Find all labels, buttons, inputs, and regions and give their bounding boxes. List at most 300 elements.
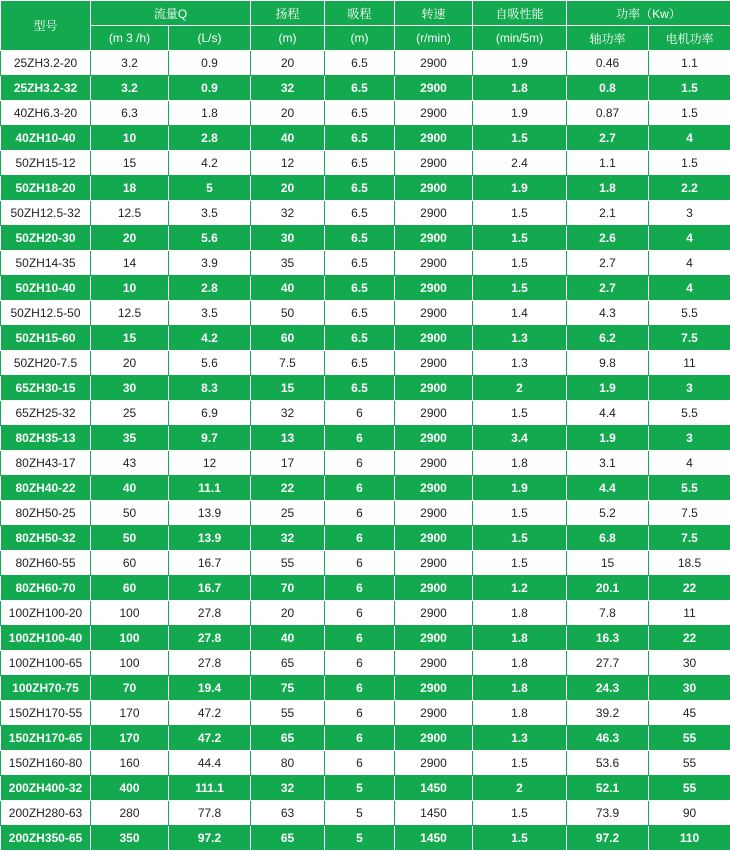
- table-cell: 30: [91, 376, 169, 401]
- cell-model: 80ZH35-13: [1, 426, 91, 451]
- table-row: [1, 576, 730, 601]
- header-flow: 流量Q: [91, 1, 251, 26]
- table-cell: 4: [649, 126, 730, 151]
- cell-model: 50ZH15-60: [1, 326, 91, 351]
- cell-model: 200ZH280-63: [1, 801, 91, 826]
- table-cell: 3: [649, 426, 730, 451]
- table-cell: 3.9: [169, 251, 251, 276]
- table-cell: 6.5: [325, 376, 395, 401]
- cell-model: 50ZH20-7.5: [1, 351, 91, 376]
- table-cell: 1.9: [473, 476, 567, 501]
- header-self-priming: 自吸性能: [473, 1, 567, 26]
- table-cell: 6: [325, 751, 395, 776]
- table-cell: 80: [251, 751, 325, 776]
- table-cell: 20: [251, 101, 325, 126]
- table-cell: 350: [91, 826, 169, 851]
- table-cell: 2900: [395, 251, 473, 276]
- table-cell: 27.8: [169, 626, 251, 651]
- table-cell: 2900: [395, 426, 473, 451]
- cell-model: 25ZH3.2-20: [1, 51, 91, 76]
- table-cell: 3: [649, 201, 730, 226]
- table-cell: 70: [251, 576, 325, 601]
- table-cell: 3.2: [91, 76, 169, 101]
- table-cell: 20: [91, 226, 169, 251]
- table-cell: 13.9: [169, 526, 251, 551]
- table-cell: 3.5: [169, 201, 251, 226]
- table-cell: 1.5: [473, 501, 567, 526]
- table-cell: 6.5: [325, 351, 395, 376]
- cell-model: 25ZH3.2-32: [1, 76, 91, 101]
- table-cell: 47.2: [169, 726, 251, 751]
- table-cell: 6: [325, 676, 395, 701]
- table-cell: 1.8: [169, 101, 251, 126]
- header-shaft-power: 轴功率: [567, 26, 649, 51]
- table-cell: 280: [91, 801, 169, 826]
- table-cell: 5.5: [649, 476, 730, 501]
- table-cell: 20: [251, 51, 325, 76]
- table-cell: 24.3: [567, 676, 649, 701]
- cell-model: 65ZH30-15: [1, 376, 91, 401]
- table-cell: 22: [649, 626, 730, 651]
- table-cell: 27.7: [567, 651, 649, 676]
- table-cell: 2900: [395, 376, 473, 401]
- table-row: [1, 651, 730, 676]
- table-cell: 1.5: [473, 401, 567, 426]
- table-cell: 6.5: [325, 201, 395, 226]
- table-cell: 40: [251, 126, 325, 151]
- table-cell: 4.4: [567, 401, 649, 426]
- table-cell: 6.5: [325, 76, 395, 101]
- table-cell: 2900: [395, 551, 473, 576]
- table-cell: 6.8: [567, 526, 649, 551]
- table-cell: 53.6: [567, 751, 649, 776]
- table-cell: 1.8: [473, 676, 567, 701]
- header-model: 型号: [1, 1, 91, 51]
- table-cell: 32: [251, 401, 325, 426]
- table-cell: 0.9: [169, 76, 251, 101]
- table-row: [1, 551, 730, 576]
- table-cell: 1.2: [473, 576, 567, 601]
- table-cell: 50: [251, 301, 325, 326]
- table-cell: 2: [473, 376, 567, 401]
- table-cell: 1.3: [473, 326, 567, 351]
- table-cell: 6.3: [91, 101, 169, 126]
- table-cell: 6: [325, 476, 395, 501]
- cell-model: 40ZH6.3-20: [1, 101, 91, 126]
- table-cell: 6: [325, 576, 395, 601]
- table-cell: 2900: [395, 751, 473, 776]
- table-cell: 10: [91, 126, 169, 151]
- table-cell: 22: [649, 576, 730, 601]
- header-speed: 转速: [395, 1, 473, 26]
- table-cell: 1.1: [567, 151, 649, 176]
- table-cell: 30: [649, 651, 730, 676]
- table-body: [1, 51, 730, 851]
- table-cell: 2900: [395, 501, 473, 526]
- table-cell: 1.9: [567, 376, 649, 401]
- table-row: [1, 801, 730, 826]
- table-header: [1, 1, 730, 51]
- table-cell: 4: [649, 276, 730, 301]
- table-cell: 11: [649, 601, 730, 626]
- table-cell: 15: [567, 551, 649, 576]
- cell-model: 150ZH160-80: [1, 751, 91, 776]
- table-cell: 27.8: [169, 651, 251, 676]
- table-cell: 5: [169, 176, 251, 201]
- table-cell: 6.5: [325, 301, 395, 326]
- table-cell: 100: [91, 651, 169, 676]
- table-cell: 2900: [395, 601, 473, 626]
- table-cell: 5: [325, 826, 395, 851]
- table-cell: 20.1: [567, 576, 649, 601]
- header-speed-unit: (r/min): [395, 26, 473, 51]
- cell-model: 50ZH18-20: [1, 176, 91, 201]
- table-cell: 1.5: [649, 76, 730, 101]
- table-cell: 12.5: [91, 301, 169, 326]
- table-cell: 50: [91, 501, 169, 526]
- table-cell: 1.9: [473, 176, 567, 201]
- table-cell: 1.5: [473, 226, 567, 251]
- table-row: [1, 301, 730, 326]
- table-cell: 6: [325, 601, 395, 626]
- table-cell: 2900: [395, 176, 473, 201]
- table-cell: 111.1: [169, 776, 251, 801]
- table-row: [1, 826, 730, 851]
- cell-model: 200ZH400-32: [1, 776, 91, 801]
- table-cell: 15: [251, 376, 325, 401]
- table-cell: 7.8: [567, 601, 649, 626]
- table-cell: 2.1: [567, 201, 649, 226]
- table-cell: 4.3: [567, 301, 649, 326]
- table-cell: 6.5: [325, 176, 395, 201]
- table-cell: 6: [325, 526, 395, 551]
- cell-model: 150ZH170-65: [1, 726, 91, 751]
- table-cell: 1.5: [473, 826, 567, 851]
- table-cell: 6: [325, 626, 395, 651]
- table-cell: 4.4: [567, 476, 649, 501]
- table-cell: 60: [91, 551, 169, 576]
- table-cell: 1.5: [473, 126, 567, 151]
- table-row: [1, 76, 730, 101]
- table-cell: 2.6: [567, 226, 649, 251]
- table-cell: 6.5: [325, 151, 395, 176]
- table-cell: 8.3: [169, 376, 251, 401]
- table-cell: 3.4: [473, 426, 567, 451]
- table-cell: 22: [251, 476, 325, 501]
- table-cell: 2900: [395, 451, 473, 476]
- table-cell: 35: [91, 426, 169, 451]
- table-cell: 40: [251, 276, 325, 301]
- table-cell: 5.6: [169, 226, 251, 251]
- table-row: [1, 101, 730, 126]
- table-cell: 2900: [395, 726, 473, 751]
- table-row: [1, 201, 730, 226]
- cell-model: 100ZH100-20: [1, 601, 91, 626]
- header-suction: 吸程: [325, 1, 395, 26]
- header-self-priming-unit: (min/5m): [473, 26, 567, 51]
- table-cell: 20: [251, 176, 325, 201]
- table-cell: 1.5: [473, 201, 567, 226]
- table-row: [1, 401, 730, 426]
- table-cell: 20: [91, 351, 169, 376]
- table-cell: 2900: [395, 526, 473, 551]
- cell-model: 100ZH100-65: [1, 651, 91, 676]
- header-flow-unit-m3h: (m 3 /h): [91, 26, 169, 51]
- table-cell: 14: [91, 251, 169, 276]
- header-row-primary: [1, 1, 730, 26]
- table-cell: 27.8: [169, 601, 251, 626]
- table-cell: 2900: [395, 51, 473, 76]
- table-cell: 2900: [395, 76, 473, 101]
- table-cell: 2900: [395, 326, 473, 351]
- table-cell: 6.5: [325, 251, 395, 276]
- table-cell: 1.9: [473, 51, 567, 76]
- table-cell: 2.4: [473, 151, 567, 176]
- table-cell: 4.2: [169, 326, 251, 351]
- table-cell: 13: [251, 426, 325, 451]
- table-cell: 60: [251, 326, 325, 351]
- table-cell: 1.5: [649, 151, 730, 176]
- table-cell: 12: [169, 451, 251, 476]
- table-cell: 6.5: [325, 326, 395, 351]
- table-cell: 2.7: [567, 126, 649, 151]
- table-cell: 4: [649, 251, 730, 276]
- table-cell: 1.3: [473, 351, 567, 376]
- table-cell: 4.2: [169, 151, 251, 176]
- table-cell: 16.7: [169, 576, 251, 601]
- table-cell: 97.2: [567, 826, 649, 851]
- table-cell: 1.8: [473, 451, 567, 476]
- cell-model: 40ZH10-40: [1, 126, 91, 151]
- table-row: [1, 326, 730, 351]
- table-cell: 6: [325, 551, 395, 576]
- cell-model: 200ZH350-65: [1, 826, 91, 851]
- cell-model: 100ZH70-75: [1, 676, 91, 701]
- table-row: [1, 176, 730, 201]
- table-cell: 44.4: [169, 751, 251, 776]
- table-cell: 1.5: [649, 101, 730, 126]
- table-cell: 9.8: [567, 351, 649, 376]
- table-cell: 2900: [395, 476, 473, 501]
- table-cell: 6.5: [325, 126, 395, 151]
- table-cell: 2.7: [567, 251, 649, 276]
- table-cell: 1450: [395, 801, 473, 826]
- table-cell: 1.9: [473, 101, 567, 126]
- table-cell: 39.2: [567, 701, 649, 726]
- table-cell: 2900: [395, 226, 473, 251]
- table-cell: 7.5: [649, 501, 730, 526]
- table-cell: 400: [91, 776, 169, 801]
- table-cell: 12.5: [91, 201, 169, 226]
- table-cell: 63: [251, 801, 325, 826]
- table-cell: 1.5: [473, 276, 567, 301]
- table-cell: 160: [91, 751, 169, 776]
- table-cell: 97.2: [169, 826, 251, 851]
- table-cell: 6: [325, 401, 395, 426]
- table-cell: 2900: [395, 126, 473, 151]
- cell-model: 50ZH12.5-50: [1, 301, 91, 326]
- table-row: [1, 151, 730, 176]
- table-cell: 30: [251, 226, 325, 251]
- table-cell: 2900: [395, 201, 473, 226]
- cell-model: 100ZH100-40: [1, 626, 91, 651]
- cell-model: 50ZH10-40: [1, 276, 91, 301]
- table-row: [1, 276, 730, 301]
- cell-model: 80ZH43-17: [1, 451, 91, 476]
- table-cell: 6.5: [325, 51, 395, 76]
- table-row: [1, 451, 730, 476]
- table-cell: 7.5: [649, 526, 730, 551]
- table-cell: 170: [91, 701, 169, 726]
- table-row: [1, 726, 730, 751]
- table-cell: 1.4: [473, 301, 567, 326]
- cell-model: 50ZH12.5-32: [1, 201, 91, 226]
- table-row: [1, 626, 730, 651]
- table-row: [1, 426, 730, 451]
- table-cell: 3.5: [169, 301, 251, 326]
- table-cell: 6.5: [325, 101, 395, 126]
- table-cell: 7.5: [251, 351, 325, 376]
- table-cell: 43: [91, 451, 169, 476]
- table-cell: 32: [251, 526, 325, 551]
- header-head: 扬程: [251, 1, 325, 26]
- table-row: [1, 126, 730, 151]
- table-cell: 3.1: [567, 451, 649, 476]
- table-cell: 4: [649, 451, 730, 476]
- header-suction-unit: (m): [325, 26, 395, 51]
- table-cell: 100: [91, 626, 169, 651]
- table-cell: 55: [251, 701, 325, 726]
- table-row: [1, 776, 730, 801]
- table-cell: 2.2: [649, 176, 730, 201]
- table-row: [1, 476, 730, 501]
- table-cell: 3: [649, 376, 730, 401]
- cell-model: 80ZH40-22: [1, 476, 91, 501]
- table-cell: 9.7: [169, 426, 251, 451]
- table-cell: 15: [91, 326, 169, 351]
- table-cell: 46.3: [567, 726, 649, 751]
- table-cell: 1.8: [473, 76, 567, 101]
- table-cell: 6.5: [325, 226, 395, 251]
- table-cell: 52.1: [567, 776, 649, 801]
- table-cell: 2900: [395, 276, 473, 301]
- table-cell: 65: [251, 726, 325, 751]
- table-cell: 32: [251, 776, 325, 801]
- table-cell: 5.5: [649, 401, 730, 426]
- table-cell: 25: [251, 501, 325, 526]
- table-cell: 30: [649, 676, 730, 701]
- table-cell: 47.2: [169, 701, 251, 726]
- header-power: 功率（Kw）: [567, 1, 730, 26]
- table-cell: 13.9: [169, 501, 251, 526]
- table-cell: 60: [91, 576, 169, 601]
- table-cell: 16.7: [169, 551, 251, 576]
- table-cell: 18: [91, 176, 169, 201]
- table-row: [1, 351, 730, 376]
- table-cell: 32: [251, 76, 325, 101]
- table-cell: 77.8: [169, 801, 251, 826]
- header-row-secondary: [1, 26, 730, 51]
- table-cell: 65: [251, 826, 325, 851]
- table-cell: 19.4: [169, 676, 251, 701]
- table-cell: 1450: [395, 776, 473, 801]
- table-cell: 11.1: [169, 476, 251, 501]
- table-row: [1, 526, 730, 551]
- table-cell: 75: [251, 676, 325, 701]
- table-cell: 1.5: [473, 526, 567, 551]
- table-cell: 10: [91, 276, 169, 301]
- table-cell: 3.2: [91, 51, 169, 76]
- table-cell: 40: [91, 476, 169, 501]
- table-cell: 73.9: [567, 801, 649, 826]
- table-row: [1, 501, 730, 526]
- table-cell: 1.5: [473, 751, 567, 776]
- table-cell: 6: [325, 726, 395, 751]
- table-cell: 1.5: [473, 551, 567, 576]
- table-cell: 2.8: [169, 276, 251, 301]
- table-cell: 7.5: [649, 326, 730, 351]
- table-cell: 50: [91, 526, 169, 551]
- table-cell: 2: [473, 776, 567, 801]
- table-cell: 6.9: [169, 401, 251, 426]
- table-cell: 90: [649, 801, 730, 826]
- cell-model: 65ZH25-32: [1, 401, 91, 426]
- table-cell: 6: [325, 701, 395, 726]
- table-cell: 70: [91, 676, 169, 701]
- table-cell: 2900: [395, 301, 473, 326]
- table-row: [1, 676, 730, 701]
- table-cell: 0.8: [567, 76, 649, 101]
- header-motor-power: 电机功率: [649, 26, 730, 51]
- table-cell: 5: [325, 776, 395, 801]
- table-cell: 6: [325, 501, 395, 526]
- table-cell: 1.8: [473, 626, 567, 651]
- table-cell: 0.46: [567, 51, 649, 76]
- table-cell: 45: [649, 701, 730, 726]
- table-cell: 2900: [395, 626, 473, 651]
- table-cell: 110: [649, 826, 730, 851]
- table-cell: 1.8: [473, 701, 567, 726]
- table-row: [1, 251, 730, 276]
- table-cell: 55: [649, 726, 730, 751]
- table-cell: 4: [649, 226, 730, 251]
- table-cell: 40: [251, 626, 325, 651]
- cell-model: 50ZH14-35: [1, 251, 91, 276]
- table-cell: 2900: [395, 101, 473, 126]
- table-row: [1, 701, 730, 726]
- cell-model: 150ZH170-55: [1, 701, 91, 726]
- table-cell: 1450: [395, 826, 473, 851]
- table-cell: 100: [91, 601, 169, 626]
- table-cell: 55: [649, 751, 730, 776]
- header-head-unit: (m): [251, 26, 325, 51]
- table-cell: 6: [325, 651, 395, 676]
- table-cell: 35: [251, 251, 325, 276]
- table-cell: 1.8: [473, 651, 567, 676]
- table-cell: 25: [91, 401, 169, 426]
- table-cell: 17: [251, 451, 325, 476]
- table-cell: 1.1: [649, 51, 730, 76]
- table-row: [1, 601, 730, 626]
- table-cell: 5.5: [649, 301, 730, 326]
- table-row: [1, 751, 730, 776]
- table-cell: 2900: [395, 401, 473, 426]
- table-cell: 0.87: [567, 101, 649, 126]
- header-flow-unit-ls: (L/s): [169, 26, 251, 51]
- table-cell: 20: [251, 601, 325, 626]
- table-cell: 2900: [395, 151, 473, 176]
- cell-model: 50ZH15-12: [1, 151, 91, 176]
